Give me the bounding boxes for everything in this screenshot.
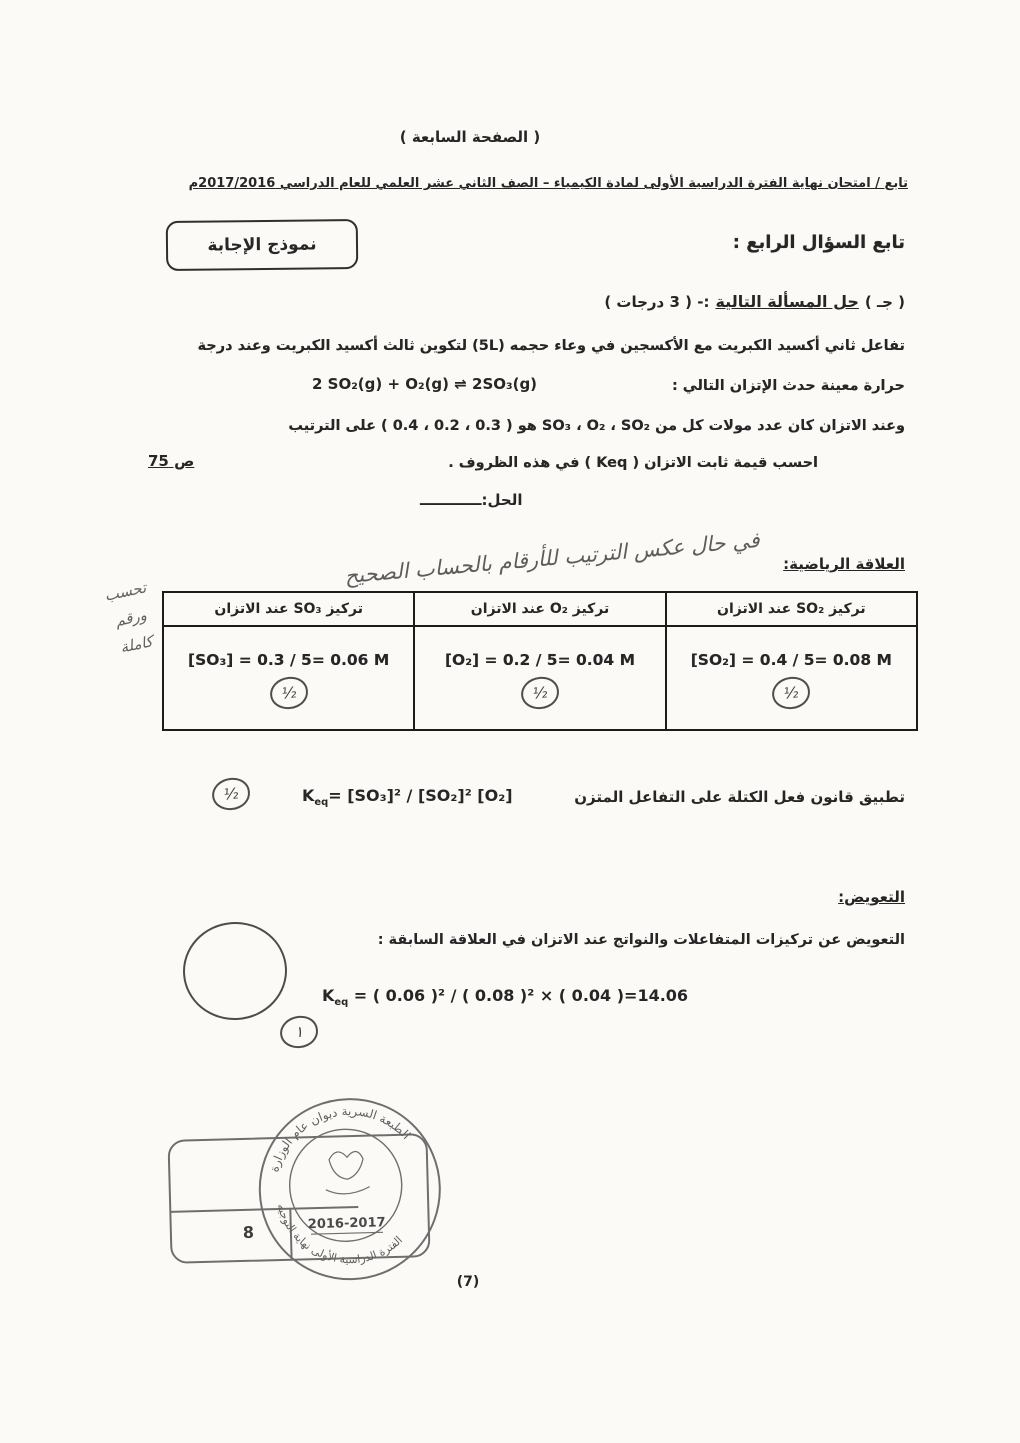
problem-text-line2: حرارة معينة حدث الإتزان التالي : bbox=[671, 378, 905, 394]
table-header-o2: تركيز O₂ عند الاتزان bbox=[414, 592, 665, 626]
answer-model-box bbox=[166, 219, 359, 271]
table-value-row bbox=[163, 626, 917, 730]
half-mark: ½ bbox=[280, 683, 297, 703]
so3-concentration-value: [SO₃] = 0.3 / 5= 0.06 M bbox=[188, 651, 390, 669]
stamp-arc-bottom-text: الفترة الدراسية الأولى نهاية التوجيه bbox=[274, 1202, 406, 1267]
equilibrium-concentration-table bbox=[162, 591, 918, 731]
handwritten-note: في حال عكس الترتيب للأرقام بالحساب الصحيح bbox=[343, 528, 761, 589]
o2-concentration-value: [O₂] = 0.2 / 5= 0.04 M bbox=[444, 651, 636, 669]
svg-text:الطبعة السرية ديوان عام الوزار bbox=[265, 1102, 414, 1173]
substitution-heading: التعويض: bbox=[838, 888, 905, 906]
keq-substitution-equation: $K_{eq}$ = ( 0.06 )² / ( 0.08 )² × ( 0.04 )=14.06 bbox=[322, 986, 689, 1009]
handwritten-margin-notes bbox=[102, 575, 160, 663]
half-mark-circle bbox=[268, 675, 309, 711]
ministry-stamp bbox=[155, 1086, 480, 1308]
half-mark: ½ bbox=[222, 784, 240, 804]
one-mark-circle bbox=[278, 1014, 319, 1050]
table-cell-so3 bbox=[163, 626, 414, 730]
one-mark: ١ bbox=[294, 1022, 304, 1042]
substitution-instruction: التعويض عن تركيزات المتفاعلات والنواتج عند الاتزان في العلاقة السابقة : bbox=[377, 932, 905, 948]
table-header-row bbox=[163, 592, 917, 626]
page-reference: ص 75 bbox=[148, 452, 195, 470]
table-header-so2: تركيز SO₂ عند الاتزان bbox=[666, 592, 917, 626]
page-label: ( الصفحة السابعة ) bbox=[399, 128, 541, 146]
margin-note-word: ورقم bbox=[113, 605, 149, 631]
half-mark-circle bbox=[519, 675, 560, 711]
footer-page-number: (7) bbox=[456, 1274, 480, 1290]
part-title: حل المسألة التالية bbox=[715, 292, 859, 311]
stamp-emblem bbox=[329, 1151, 364, 1179]
part-prefix: ( جـ ) bbox=[864, 293, 905, 311]
half-mark-circle bbox=[771, 675, 812, 711]
question-part-line bbox=[604, 292, 905, 311]
problem-text-line3: وعند الاتزان كان عدد مولات كل من SO₃ ، O₂ ، SO₂ هو ( 0.3 ، 0.2 ، 0.4 ) على الترتيب bbox=[288, 418, 905, 434]
half-mark: ½ bbox=[531, 683, 549, 703]
chemical-equation: 2 SO₂(g) + O₂(g) ⇌ 2SO₃(g) bbox=[312, 375, 538, 393]
section-title: تابع السؤال الرابع : bbox=[732, 232, 905, 253]
exam-header-line: تابع / امتحان نهاية الفترة الدراسية الأولى لمادة الكيمياء – الصف الثاني عشر العلمي للعام الدراسي 2017/2016م bbox=[188, 176, 908, 191]
keq-symbol: $K_{eq}$ bbox=[322, 986, 349, 1009]
part-suffix: :- ( 3 درجات ) bbox=[604, 293, 710, 311]
handwritten-grading-circle bbox=[180, 918, 291, 1023]
so2-concentration-value: [SO₂] = 0.4 / 5= 0.08 M bbox=[690, 651, 892, 669]
problem-text-line4: احسب قيمة ثابت الاتزان ( Keq ) في هذه الظروف . bbox=[448, 455, 818, 471]
solution-label: الحل:ــــــــــــ bbox=[420, 491, 523, 509]
stamp-box-number: 8 bbox=[242, 1222, 255, 1242]
stamp-arc-top-text: الطبعة السرية ديوان عام الوزارة bbox=[266, 1104, 414, 1174]
margin-note-word: تحسب bbox=[102, 578, 148, 605]
table-cell-so2 bbox=[666, 626, 917, 730]
mathematical-relation-heading: العلاقة الرياضية: bbox=[783, 555, 905, 573]
half-mark-circle bbox=[210, 776, 251, 812]
stamp-year: 2016-2017 bbox=[307, 1215, 386, 1233]
mass-action-law-label: تطبيق قانون فعل الكتلة على التفاعل المتزن bbox=[574, 788, 905, 806]
margin-note-word: كاملة bbox=[118, 632, 155, 657]
keq-symbol: $K_{eq}$ bbox=[302, 786, 329, 809]
answer-model-label: نموذج الإجابة bbox=[207, 234, 317, 256]
table-header-so3: تركيز SO₃ عند الاتزان bbox=[163, 592, 414, 626]
keq-mass-action-formula: $K_{eq}= [SO_3]^2 / [SO_2]^2$ [O₂] bbox=[302, 786, 513, 809]
table-cell-o2 bbox=[414, 626, 665, 730]
problem-text-line1: تفاعل ثاني أكسيد الكبريت مع الأكسجين في وعاء حجمه (5L) لتكوين ثالث أكسيد الكبريت وعند درجة bbox=[197, 338, 905, 354]
half-mark: ½ bbox=[783, 683, 800, 703]
